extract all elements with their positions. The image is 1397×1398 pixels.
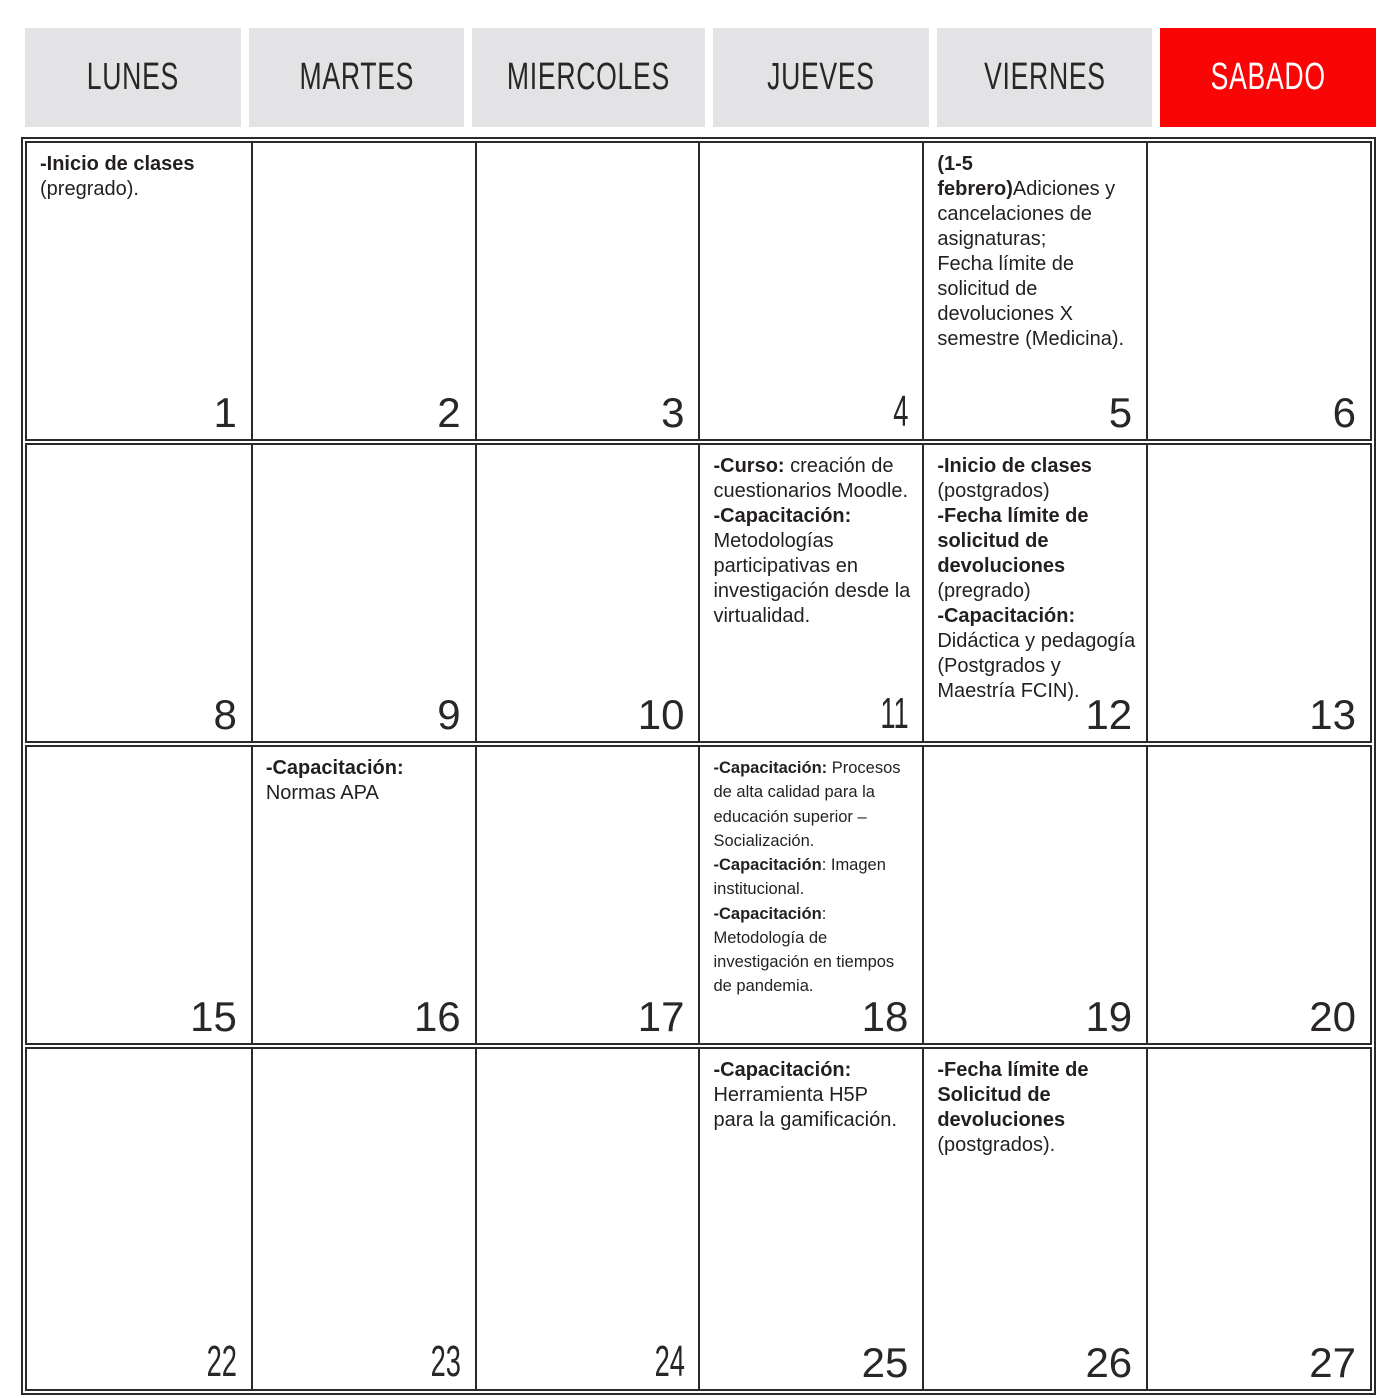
event-text: -Capacitación: Metodología de investigación en tiempos de pandemia.	[713, 904, 895, 996]
day-number: 5	[1108, 389, 1133, 436]
week-row	[25, 443, 1372, 743]
event-text: (1-5 febrero)Adiciones y cancelaciones de asignaturas;	[937, 153, 1116, 250]
event-text: -Fecha límite de Solicitud de devoluciones (postgrados).	[937, 1059, 1089, 1156]
day-number: 23	[430, 1337, 461, 1386]
day-cell-24[interactable]	[475, 1049, 699, 1389]
day-number: 27	[1309, 1339, 1356, 1386]
day-events	[937, 454, 1136, 704]
weekday-label: VIERNES	[983, 56, 1106, 98]
event-text: -Capacitación: Metodologías participativas en investigación desde la virtualidad.	[713, 505, 911, 627]
day-events	[937, 152, 1136, 352]
weekday-header-jueves	[713, 28, 929, 127]
weekday-header-bar	[25, 28, 1376, 127]
day-cell-10[interactable]	[475, 445, 699, 741]
day-number: 17	[637, 993, 685, 1040]
day-cell-4[interactable]	[698, 143, 922, 439]
day-cell-1[interactable]	[27, 143, 251, 439]
day-cell-3[interactable]	[475, 143, 699, 439]
day-number: 10	[637, 691, 685, 738]
day-number: 3	[661, 389, 685, 436]
day-cell-22[interactable]	[27, 1049, 251, 1389]
day-number: 8	[213, 691, 237, 738]
day-cell-20[interactable]	[1146, 747, 1370, 1043]
event-text: -Capacitación: Normas APA	[265, 757, 404, 804]
day-number: 20	[1309, 993, 1356, 1040]
day-number: 26	[1085, 1339, 1133, 1386]
day-events	[713, 454, 912, 629]
event-text: -Capacitación: Procesos de alta calidad para la educación superior – Socialización.	[713, 759, 901, 850]
day-number: 9	[437, 691, 461, 738]
weekday-label: MIERCOLES	[507, 56, 671, 98]
day-cell-11[interactable]	[698, 445, 922, 741]
day-cell-25[interactable]	[698, 1049, 922, 1389]
weekday-header-martes	[249, 28, 465, 127]
day-cell-6[interactable]	[1146, 143, 1370, 439]
day-number: 12	[1085, 691, 1133, 738]
day-number: 15	[190, 993, 237, 1040]
day-number: 19	[1085, 993, 1133, 1040]
weekday-header-sabado	[1160, 28, 1376, 127]
day-number: 22	[206, 1337, 237, 1386]
day-cell-16[interactable]	[251, 747, 475, 1043]
event-text: -Fecha límite de solicitud de devoluciones (pregrado)	[937, 505, 1089, 602]
weekday-label: MARTES	[299, 56, 414, 98]
day-cell-17[interactable]	[475, 747, 699, 1043]
day-number: 16	[413, 993, 461, 1040]
day-number: 25	[861, 1339, 909, 1386]
day-cell-18[interactable]	[698, 747, 922, 1043]
event-text: Fecha límite de solicitud de devoluciones X semestre (Medicina).	[937, 253, 1125, 350]
day-number: 2	[437, 389, 461, 436]
day-number: 6	[1332, 389, 1356, 436]
day-number: 24	[654, 1337, 685, 1386]
day-number: 4	[893, 387, 909, 436]
day-number: 1	[213, 389, 237, 436]
weekday-label: SABADO	[1210, 56, 1326, 98]
event-text: -Capacitación: Imagen institucional.	[713, 856, 886, 899]
day-cell-19[interactable]	[922, 747, 1146, 1043]
day-number: 13	[1309, 691, 1356, 738]
event-text: -Capacitación: Didáctica y pedagogía (Postgrados y Maestría FCIN).	[937, 605, 1136, 702]
weekday-header-viernes	[937, 28, 1153, 127]
weekday-label: JUEVES	[767, 56, 875, 98]
day-events	[937, 1058, 1136, 1158]
day-number: 11	[880, 689, 909, 738]
week-row	[25, 745, 1372, 1045]
day-number: 18	[861, 993, 909, 1040]
day-cell-26[interactable]	[922, 1049, 1146, 1389]
weekday-label: LUNES	[86, 56, 179, 98]
day-cell-8[interactable]	[27, 445, 251, 741]
day-cell-27[interactable]	[1146, 1049, 1370, 1389]
event-text: -Inicio de clases (pregrado).	[40, 153, 195, 200]
day-cell-15[interactable]	[27, 747, 251, 1043]
event-text: -Capacitación: Herramienta H5P para la gamificación.	[713, 1059, 897, 1131]
day-events	[266, 756, 465, 806]
day-cell-9[interactable]	[251, 445, 475, 741]
day-cell-13[interactable]	[1146, 445, 1370, 741]
event-text: -Inicio de clases (postgrados)	[937, 455, 1092, 502]
day-events	[713, 756, 912, 999]
day-cell-2[interactable]	[251, 143, 475, 439]
weekday-header-miercoles	[472, 28, 705, 127]
day-events	[40, 152, 241, 202]
event-text: -Curso: creación de cuestionarios Moodle.	[713, 455, 909, 502]
week-row	[25, 141, 1372, 441]
day-cell-5[interactable]	[922, 143, 1146, 439]
day-cell-12[interactable]	[922, 445, 1146, 741]
calendar-grid	[21, 137, 1376, 1395]
week-row	[25, 1047, 1372, 1391]
weekday-header-lunes	[25, 28, 241, 127]
day-cell-23[interactable]	[251, 1049, 475, 1389]
day-events	[713, 1058, 912, 1133]
